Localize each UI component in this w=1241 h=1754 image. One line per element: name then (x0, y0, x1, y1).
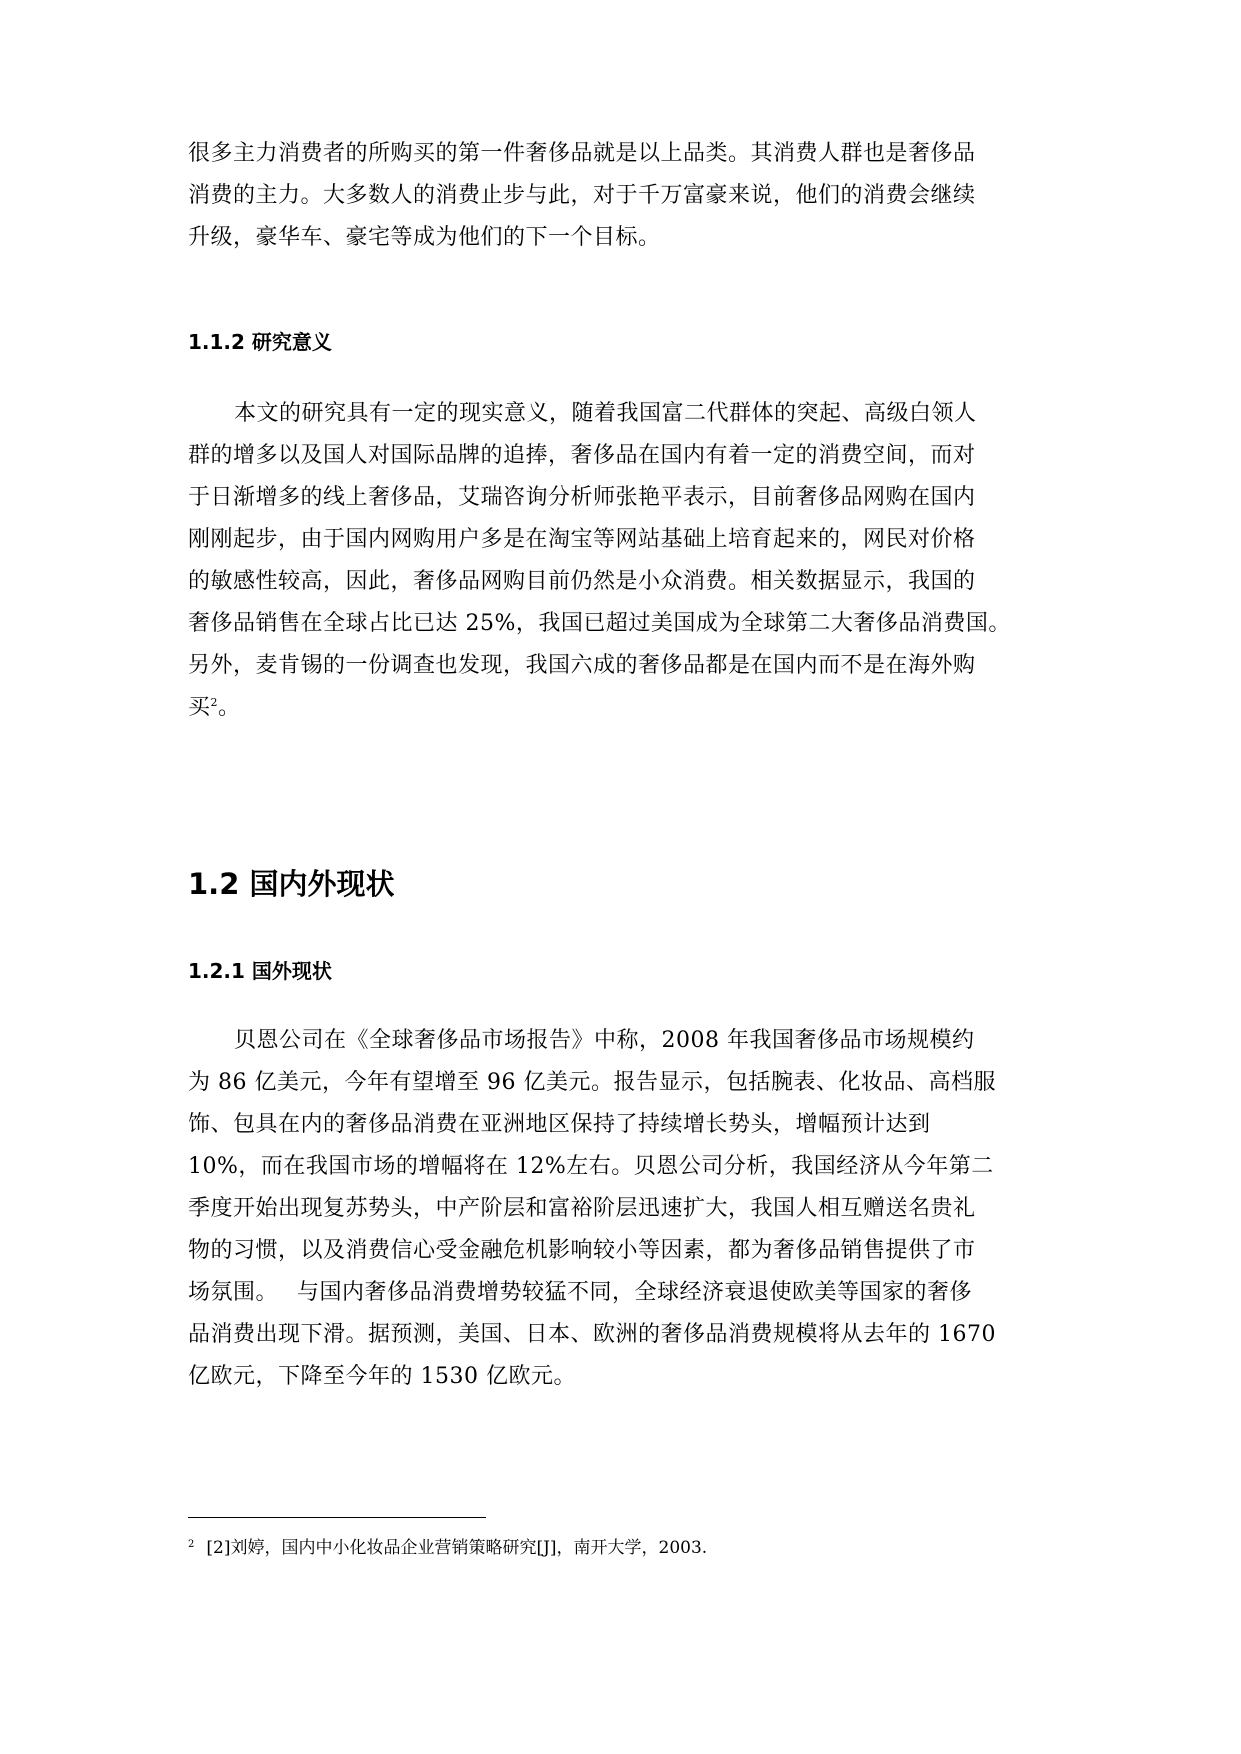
subsection-title: 1.2.1 国外现状 (188, 959, 332, 983)
subsection-title: 1.1.2 研究意义 (188, 330, 332, 354)
research-significance-paragraph (188, 393, 1048, 729)
intro-paragraph (188, 133, 1048, 259)
text-line: 刚刚起步，由于国内网购用户多是在淘宝等网站基础上培育起来的，网民对价格 (188, 527, 976, 552)
text-line-last (188, 687, 1048, 729)
text-line: 亿欧元，下降至今年的 1530 亿欧元。 (188, 1364, 576, 1389)
text-line: 10%，而在我国市场的增幅将在 12%左右。贝恩公司分析，我国经济从今年第二 (188, 1154, 994, 1179)
text-line: 升级，豪华车、豪宅等成为他们的下一个目标。 (188, 225, 661, 250)
section-heading-1-2-1 (188, 955, 1048, 984)
text-line: 很多主力消费者的所购买的第一件奢侈品就是以上品类。其消费人群也是奢侈品 (188, 141, 976, 166)
footnote-number: 2 (188, 1539, 195, 1550)
text-line: 本文的研究具有一定的现实意义，随着我国富二代群体的突起、高级白领人 (234, 401, 977, 426)
section-heading-1-1-2 (188, 326, 1048, 355)
footnote (188, 1533, 707, 1558)
text-line: 消费的主力。大多数人的消费止步与此，对于千万富豪来说，他们的消费会继续 (188, 183, 976, 208)
text-line: 于日渐增多的线上奢侈品，艾瑞咨询分析师张艳平表示，目前奢侈品网购在国内 (188, 485, 976, 510)
text-line: 奢侈品销售在全球占比已达 25%，我国已超过美国成为全球第二大奢侈品消费国。 (188, 611, 1011, 636)
footnote-reference[interactable]: 2 (210, 696, 219, 709)
text-line: 品消费出现下滑。据预测，美国、日本、欧洲的奢侈品消费规模将从去年的 1670 (188, 1322, 996, 1347)
text-line: 场氛围。 与国内奢侈品消费增势较猛不同，全球经济衰退使欧美等国家的奢侈 (188, 1280, 972, 1305)
foreign-status-paragraph (188, 1020, 1048, 1398)
text-line: 贝恩公司在《全球奢侈品市场报告》中称，2008 年我国奢侈品市场规模约 (234, 1028, 975, 1053)
text-fragment: 。 (218, 695, 241, 720)
text-line: 的敏感性较高，因此，奢侈品网购目前仍然是小众消费。相关数据显示，我国的 (188, 569, 976, 594)
text-line: 群的增多以及国人对国际品牌的追捧，奢侈品在国内有着一定的消费空间，而对 (188, 443, 976, 468)
footnote-separator (188, 1517, 486, 1518)
text-line: 物的习惯，以及消费信心受金融危机影响较小等因素，都为奢侈品销售提供了市 (188, 1238, 976, 1263)
text-line: 季度开始出现复苏势头，中产阶层和富裕阶层迅速扩大，我国人相互赠送名贵礼 (188, 1196, 976, 1221)
section-heading-1-2 (188, 862, 1048, 903)
text-line: 另外，麦肯锡的一份调查也发现，我国六成的奢侈品都是在国内而不是在海外购 (188, 653, 976, 678)
footnote-text: [2]刘婷，国内中小化妆品企业营销策略研究[J]，南开大学，2003. (206, 1538, 708, 1558)
text-fragment: 买 (188, 695, 211, 720)
text-line: 饰、包具在内的奢侈品消费在亚洲地区保持了持续增长势头，增幅预计达到 (188, 1112, 931, 1137)
text-line: 为 86 亿美元，今年有望增至 96 亿美元。报告显示，包括腕表、化妆品、高档服 (188, 1070, 996, 1095)
section-title: 1.2 国内外现状 (188, 867, 395, 901)
